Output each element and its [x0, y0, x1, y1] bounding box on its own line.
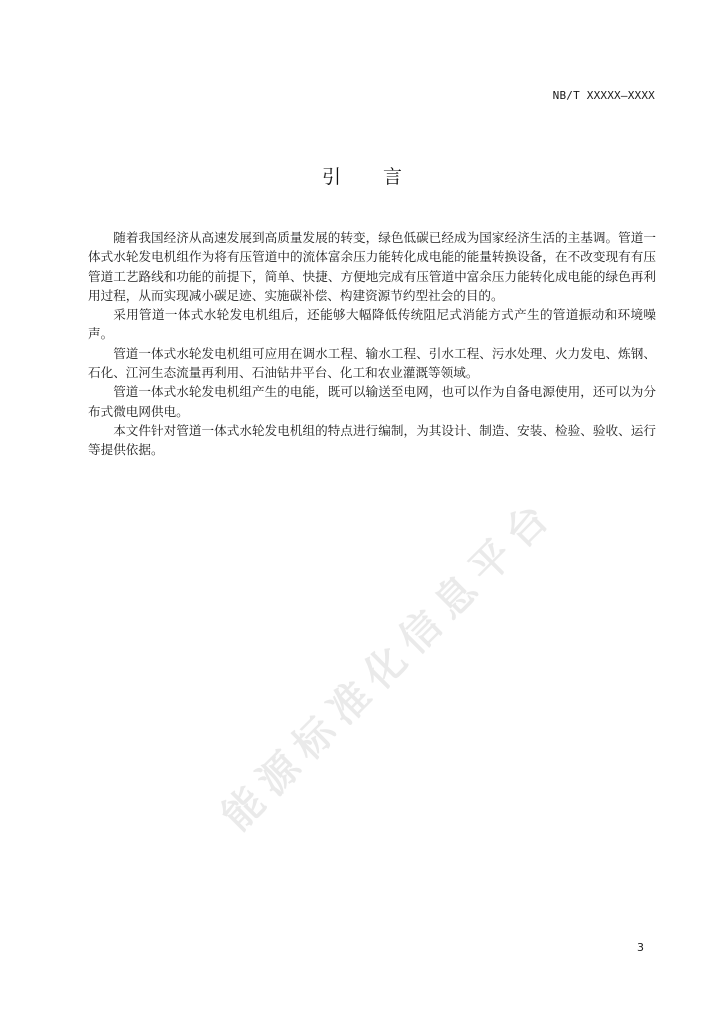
- paragraph: 采用管道一体式水轮发电机组后，还能够大幅降低传统阻尼式消能方式产生的管道振动和环境噪声。: [88, 307, 656, 342]
- page-number: 3: [637, 941, 644, 954]
- paragraph: 管道一体式水轮发电机组产生的电能，既可以输送至电网，也可以作为自备电源使用，还可以为分布式微电网供电。: [88, 384, 656, 419]
- paragraph: 管道一体式水轮发电机组可应用在调水工程、输水工程、引水工程、污水处理、火力发电、炼钢、石化、江河生态流量再利用、石油钻井平台、化工和农业灌溉等领域。: [88, 345, 656, 381]
- section-title: 引言: [321, 166, 444, 188]
- body-text: [88, 228, 656, 460]
- standard-code: NB/T XXXXX—XXXX: [552, 89, 655, 102]
- paragraph: 本文件针对管道一体式水轮发电机组的特点进行编制，为其设计、制造、安装、检验、验收、运行等提供依据。: [88, 422, 656, 458]
- paragraph: 随着我国经济从高速发展到高质量发展的转变，绿色低碳已经成为国家经济生活的主基调。管道一体式水轮发电机组作为将有压管道中的流体富余压力能转化成电能的能量转换设备，在不改变现有有压管道工艺路线和功能的前提下，简单、快捷、方便地完成有压管道中富余压力能转化成电能的绿色再利用过程，从而实现减小碳足迹、实施碳补偿、构建资源节约型社会的目的。: [88, 230, 656, 303]
- watermark: 能源标准化信息平台: [213, 489, 565, 840]
